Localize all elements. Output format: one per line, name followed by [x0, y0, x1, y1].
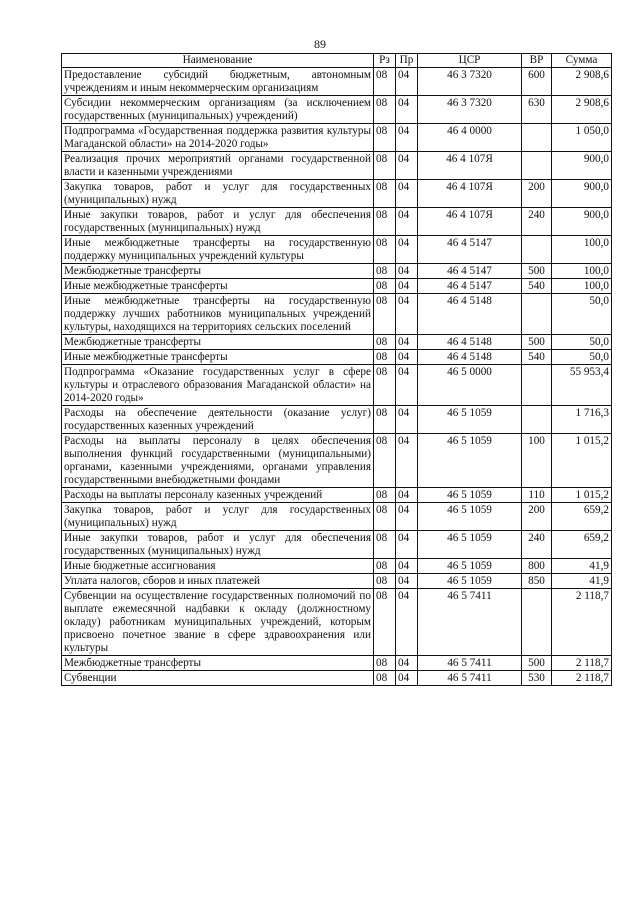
cell-sum: 100,0: [552, 279, 612, 294]
cell-pr: 04: [396, 68, 418, 96]
cell-rz: 08: [374, 531, 396, 559]
table-row: [62, 68, 612, 96]
table-row: [62, 589, 612, 656]
cell-pr: 04: [396, 503, 418, 531]
cell-sum: 2 908,6: [552, 96, 612, 124]
cell-name: Иные бюджетные ассигнования: [62, 559, 374, 574]
cell-pr: 04: [396, 559, 418, 574]
cell-sum: 900,0: [552, 208, 612, 236]
cell-rz: 08: [374, 96, 396, 124]
cell-rz: 08: [374, 656, 396, 671]
table-row: [62, 96, 612, 124]
header-pr: Пр: [396, 54, 418, 68]
cell-rz: 08: [374, 208, 396, 236]
cell-rz: 08: [374, 574, 396, 589]
cell-csr: 46 4 5147: [418, 264, 522, 279]
cell-pr: 04: [396, 574, 418, 589]
cell-vr: 850: [522, 574, 552, 589]
cell-vr: [522, 365, 552, 406]
cell-name: Иные межбюджетные трансферты на государственную поддержку муниципальных учреждений культуры: [62, 236, 374, 264]
cell-csr: 46 4 5148: [418, 294, 522, 335]
cell-vr: 540: [522, 350, 552, 365]
cell-sum: 2 118,7: [552, 656, 612, 671]
cell-name: Межбюджетные трансферты: [62, 264, 374, 279]
table-row: [62, 236, 612, 264]
cell-pr: 04: [396, 124, 418, 152]
cell-pr: 04: [396, 589, 418, 656]
cell-pr: 04: [396, 365, 418, 406]
cell-csr: 46 5 7411: [418, 656, 522, 671]
cell-vr: [522, 124, 552, 152]
cell-sum: 100,0: [552, 264, 612, 279]
cell-vr: 200: [522, 503, 552, 531]
cell-name: Иные межбюджетные трансферты: [62, 350, 374, 365]
cell-pr: 04: [396, 152, 418, 180]
cell-rz: 08: [374, 152, 396, 180]
cell-csr: 46 5 1059: [418, 531, 522, 559]
cell-sum: 50,0: [552, 335, 612, 350]
cell-name: Закупка товаров, работ и услуг для государственных (муниципальных) нужд: [62, 180, 374, 208]
cell-name: Субвенции на осуществление государственных полномочий по выплате ежемесячной надбавки к окладу (должностному окладу) работникам муниципальных учреждений, которым присвоено почетное звание в сфере здравоохранения или культуры: [62, 589, 374, 656]
cell-sum: 41,9: [552, 574, 612, 589]
cell-rz: 08: [374, 589, 396, 656]
header-name: Наименование: [62, 54, 374, 68]
cell-name: Иные закупки товаров, работ и услуг для обеспечения государственных (муниципальных) нужд: [62, 208, 374, 236]
cell-vr: 110: [522, 488, 552, 503]
cell-pr: 04: [396, 335, 418, 350]
cell-sum: 41,9: [552, 559, 612, 574]
cell-vr: [522, 152, 552, 180]
cell-csr: 46 5 1059: [418, 574, 522, 589]
header-csr: ЦСР: [418, 54, 522, 68]
cell-csr: 46 4 107Я: [418, 208, 522, 236]
cell-vr: 500: [522, 656, 552, 671]
cell-pr: 04: [396, 264, 418, 279]
cell-sum: 2 118,7: [552, 589, 612, 656]
cell-vr: 200: [522, 180, 552, 208]
cell-csr: 46 5 7411: [418, 671, 522, 686]
cell-sum: 1 015,2: [552, 434, 612, 488]
cell-csr: 46 4 107Я: [418, 180, 522, 208]
cell-pr: 04: [396, 236, 418, 264]
cell-sum: 900,0: [552, 152, 612, 180]
table-row: [62, 434, 612, 488]
cell-name: Субсидии некоммерческим организациям (за исключением государственных (муниципальных) учреждений): [62, 96, 374, 124]
cell-rz: 08: [374, 124, 396, 152]
cell-sum: 1 050,0: [552, 124, 612, 152]
cell-sum: 1 015,2: [552, 488, 612, 503]
cell-name: Расходы на обеспечение деятельности (оказание услуг) государственных казенных учреждений: [62, 406, 374, 434]
cell-name: Межбюджетные трансферты: [62, 656, 374, 671]
cell-rz: 08: [374, 406, 396, 434]
cell-csr: 46 4 5148: [418, 350, 522, 365]
cell-sum: 50,0: [552, 350, 612, 365]
cell-rz: 08: [374, 350, 396, 365]
cell-name: Иные межбюджетные трансферты на государственную поддержку лучших работников муниципальных учреждений культуры, находящихся на территориях сельских поселений: [62, 294, 374, 335]
cell-csr: 46 4 107Я: [418, 152, 522, 180]
table-row: [62, 350, 612, 365]
cell-vr: [522, 294, 552, 335]
cell-csr: 46 5 1059: [418, 434, 522, 488]
cell-name: Расходы на выплаты персоналу в целях обеспечения выполнения функций государственными (муниципальными) органами, казенными учреждениями, органами управления государственными внебюджетными фондами: [62, 434, 374, 488]
cell-pr: 04: [396, 434, 418, 488]
cell-csr: 46 5 0000: [418, 365, 522, 406]
cell-vr: 800: [522, 559, 552, 574]
table-row: [62, 335, 612, 350]
cell-vr: [522, 589, 552, 656]
table-row: [62, 559, 612, 574]
cell-rz: 08: [374, 264, 396, 279]
table-row: [62, 208, 612, 236]
cell-vr: 240: [522, 531, 552, 559]
cell-rz: 08: [374, 503, 396, 531]
table-row: [62, 488, 612, 503]
cell-name: Межбюджетные трансферты: [62, 335, 374, 350]
cell-sum: 1 716,3: [552, 406, 612, 434]
cell-rz: 08: [374, 236, 396, 264]
cell-name: Подпрограмма «Государственная поддержка развития культуры Магаданской области» на 2014-2020 годы»: [62, 124, 374, 152]
cell-sum: 55 953,4: [552, 365, 612, 406]
cell-vr: 530: [522, 671, 552, 686]
cell-rz: 08: [374, 488, 396, 503]
table-row: [62, 574, 612, 589]
cell-csr: 46 5 1059: [418, 503, 522, 531]
header-vr: ВР: [522, 54, 552, 68]
cell-name: Предоставление субсидий бюджетным, автономным учреждениям и иным некоммерческим организациям: [62, 68, 374, 96]
cell-vr: 500: [522, 335, 552, 350]
cell-pr: 04: [396, 180, 418, 208]
cell-pr: 04: [396, 656, 418, 671]
cell-pr: 04: [396, 488, 418, 503]
cell-csr: 46 4 5147: [418, 236, 522, 264]
cell-sum: 50,0: [552, 294, 612, 335]
cell-sum: 900,0: [552, 180, 612, 208]
cell-name: Иные закупки товаров, работ и услуг для обеспечения государственных (муниципальных) нужд: [62, 531, 374, 559]
cell-name: Расходы на выплаты персоналу казенных учреждений: [62, 488, 374, 503]
cell-name: Подпрограмма «Оказание государственных услуг в сфере культуры и отраслевого образования Магаданской области» на 2014-2020 годы»: [62, 365, 374, 406]
table-header-row: [62, 54, 612, 68]
cell-csr: 46 4 5148: [418, 335, 522, 350]
table-row: [62, 531, 612, 559]
cell-vr: 500: [522, 264, 552, 279]
header-sum: Сумма: [552, 54, 612, 68]
cell-pr: 04: [396, 294, 418, 335]
table-row: [62, 656, 612, 671]
table-row: [62, 406, 612, 434]
cell-pr: 04: [396, 96, 418, 124]
table-row: [62, 264, 612, 279]
cell-sum: 2 908,6: [552, 68, 612, 96]
cell-rz: 08: [374, 180, 396, 208]
cell-csr: 46 5 1059: [418, 488, 522, 503]
cell-sum: 100,0: [552, 236, 612, 264]
table-row: [62, 671, 612, 686]
cell-rz: 08: [374, 68, 396, 96]
cell-pr: 04: [396, 406, 418, 434]
cell-pr: 04: [396, 279, 418, 294]
cell-vr: 630: [522, 96, 552, 124]
cell-csr: 46 4 0000: [418, 124, 522, 152]
cell-name: Субвенции: [62, 671, 374, 686]
cell-rz: 08: [374, 294, 396, 335]
cell-rz: 08: [374, 335, 396, 350]
cell-rz: 08: [374, 559, 396, 574]
cell-vr: [522, 236, 552, 264]
cell-csr: 46 5 1059: [418, 406, 522, 434]
cell-csr: 46 3 7320: [418, 96, 522, 124]
cell-pr: 04: [396, 531, 418, 559]
cell-pr: 04: [396, 208, 418, 236]
cell-rz: 08: [374, 671, 396, 686]
cell-name: Реализация прочих мероприятий органами государственной власти и казенными учреждениями: [62, 152, 374, 180]
header-rz: Рз: [374, 54, 396, 68]
cell-csr: 46 5 1059: [418, 559, 522, 574]
cell-name: Уплата налогов, сборов и иных платежей: [62, 574, 374, 589]
table-row: [62, 365, 612, 406]
cell-vr: 540: [522, 279, 552, 294]
table-row: [62, 124, 612, 152]
table-row: [62, 503, 612, 531]
page-number: 89: [314, 37, 326, 51]
budget-table: [61, 53, 612, 686]
cell-csr: 46 3 7320: [418, 68, 522, 96]
cell-sum: 659,2: [552, 531, 612, 559]
cell-rz: 08: [374, 434, 396, 488]
cell-vr: 240: [522, 208, 552, 236]
table-row: [62, 180, 612, 208]
cell-sum: 659,2: [552, 503, 612, 531]
cell-pr: 04: [396, 350, 418, 365]
cell-pr: 04: [396, 671, 418, 686]
table-row: [62, 279, 612, 294]
cell-vr: [522, 406, 552, 434]
table-row: [62, 294, 612, 335]
cell-csr: 46 5 7411: [418, 589, 522, 656]
cell-vr: 600: [522, 68, 552, 96]
table-row: [62, 152, 612, 180]
cell-name: Иные межбюджетные трансферты: [62, 279, 374, 294]
cell-vr: 100: [522, 434, 552, 488]
cell-sum: 2 118,7: [552, 671, 612, 686]
cell-rz: 08: [374, 365, 396, 406]
cell-csr: 46 4 5147: [418, 279, 522, 294]
cell-rz: 08: [374, 279, 396, 294]
cell-name: Закупка товаров, работ и услуг для государственных (муниципальных) нужд: [62, 503, 374, 531]
